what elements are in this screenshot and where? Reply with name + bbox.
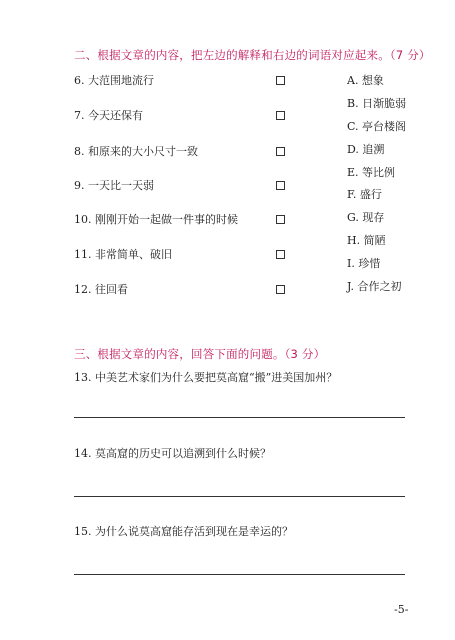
answer-checkbox[interactable] bbox=[276, 76, 285, 85]
page-number: -5- bbox=[394, 603, 409, 616]
answer-checkbox[interactable] bbox=[276, 181, 285, 190]
answer-checkbox[interactable] bbox=[276, 250, 285, 259]
matching-question-12 bbox=[74, 281, 294, 299]
option-f: F. 盛行 bbox=[347, 188, 382, 201]
matching-question-11 bbox=[74, 246, 294, 264]
section2-title: 二、根据文章的内容，把左边的解释和右边的词语对应起来。（7 分） bbox=[74, 48, 431, 62]
answer-line-14[interactable] bbox=[74, 496, 405, 497]
question-text: 8. 和原来的大小尺寸一致 bbox=[74, 145, 198, 158]
answer-checkbox[interactable] bbox=[276, 285, 285, 294]
matching-question-7 bbox=[74, 107, 294, 125]
question-text: 9. 一天比一天弱 bbox=[74, 179, 154, 192]
open-question-14: 14. 莫高窟的历史可以追溯到什么时候？ bbox=[74, 447, 271, 460]
question-text: 7. 今天还保有 bbox=[74, 109, 143, 122]
option-e: E. 等比例 bbox=[347, 166, 396, 179]
option-a: A. 想象 bbox=[347, 74, 384, 87]
section3-title: 三、根据文章的内容，回答下面的问题。（3 分） bbox=[74, 347, 326, 361]
option-c: C. 亭台楼阁 bbox=[347, 120, 407, 133]
question-text: 11. 非常简单、破旧 bbox=[74, 248, 172, 261]
answer-checkbox[interactable] bbox=[276, 111, 285, 120]
option-g: G. 现存 bbox=[347, 211, 385, 224]
matching-question-8 bbox=[74, 143, 294, 161]
answer-checkbox[interactable] bbox=[276, 215, 285, 224]
option-i: I. 珍惜 bbox=[347, 257, 381, 270]
question-text: 10. 刚刚开始一起做一件事的时候 bbox=[74, 213, 238, 226]
open-question-15: 15. 为什么说莫高窟能存活到现在是幸运的？ bbox=[74, 525, 293, 538]
answer-line-15[interactable] bbox=[74, 574, 405, 575]
option-h: H. 简陋 bbox=[347, 234, 386, 247]
matching-question-6 bbox=[74, 72, 294, 90]
open-question-13: 13. 中美艺术家们为什么要把莫高窟“搬”进美国加州？ bbox=[74, 371, 338, 384]
matching-question-10 bbox=[74, 211, 294, 229]
question-text: 6. 大范围地流行 bbox=[74, 74, 154, 87]
matching-question-9 bbox=[74, 177, 294, 195]
option-j: J. 合作之初 bbox=[347, 280, 402, 293]
question-text: 12. 往回看 bbox=[74, 283, 128, 296]
answer-checkbox[interactable] bbox=[276, 147, 285, 156]
option-b: B. 日渐脆弱 bbox=[347, 97, 407, 110]
answer-line-13[interactable] bbox=[74, 417, 405, 418]
option-d: D. 追溯 bbox=[347, 143, 385, 156]
